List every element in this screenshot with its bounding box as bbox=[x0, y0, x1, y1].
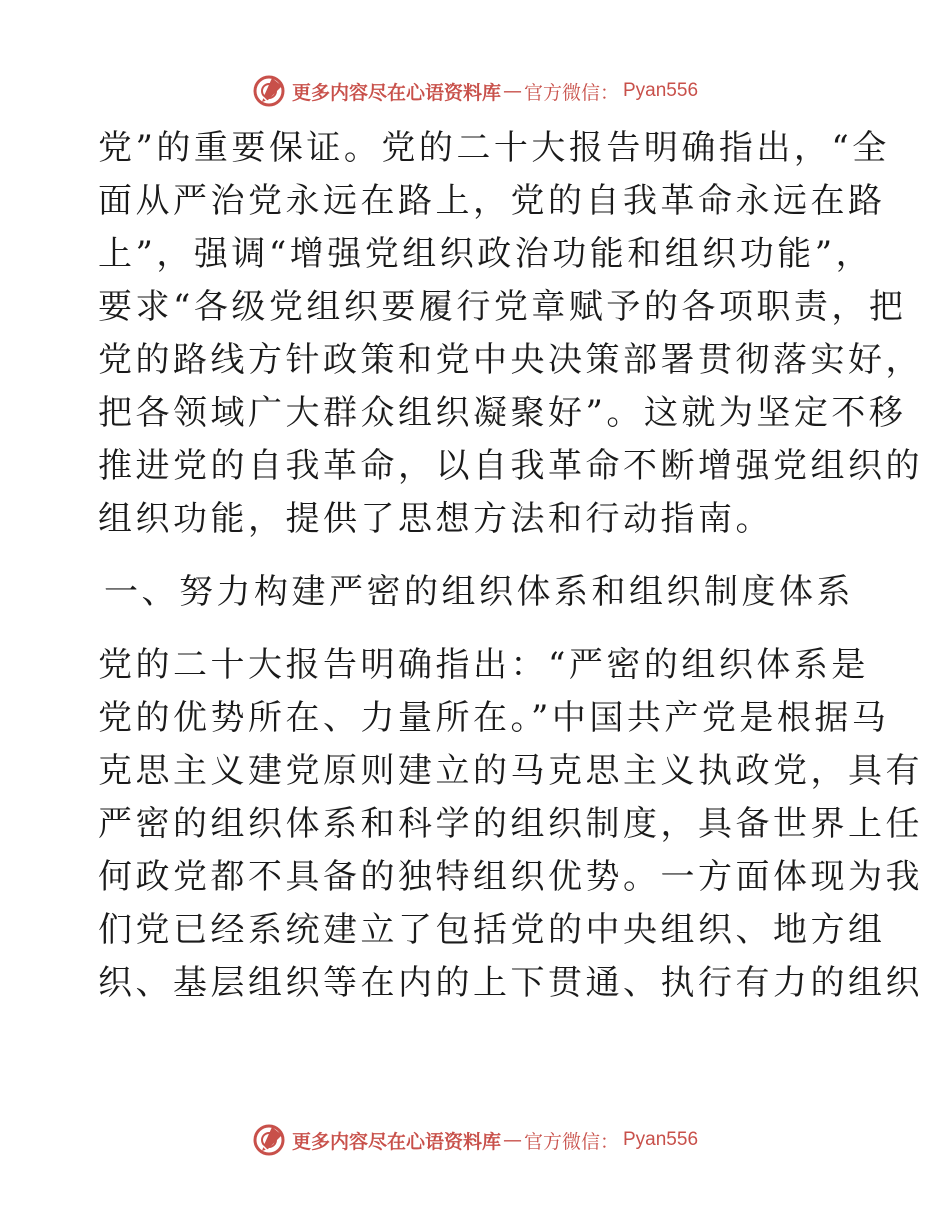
header-watermark bbox=[0, 71, 950, 111]
pen-logo-icon bbox=[252, 1123, 286, 1157]
text-line: 上”，强调“增强党组织政治功能和组织功能”， bbox=[98, 234, 874, 274]
text-line: 把各领域广大群众组织凝聚好”。这就为坚定不移 bbox=[98, 393, 907, 433]
text-line: 克思主义建党原则建立的马克思主义执政党，具有 bbox=[98, 751, 923, 791]
text-line: 党的路线方针政策和党中央决策部署贯彻落实好， bbox=[98, 340, 923, 380]
pen-logo-icon bbox=[252, 74, 286, 108]
paragraph-1 bbox=[98, 122, 923, 546]
text-line: 党的优势所在、力量所在。”中国共产党是根据马 bbox=[98, 698, 890, 738]
text-line: 党”的重要保证。党的二十大报告明确指出，“全 bbox=[98, 128, 890, 168]
text-line: 们党已经系统建立了包括党的中央组织、地方组 bbox=[98, 910, 886, 950]
text-line: 严密的组织体系和科学的组织制度，具备世界上任 bbox=[98, 804, 923, 844]
text-line: 何政党都不具备的独特组织优势。一方面体现为我 bbox=[98, 857, 923, 897]
text-line: 织、基层组织等在内的上下贯通、执行有力的组织 bbox=[98, 963, 923, 1003]
watermark-site-name: 更多内容尽在心语资料库 bbox=[291, 1130, 501, 1153]
watermark-site-name: 更多内容尽在心语资料库 bbox=[291, 81, 501, 104]
section-heading: 一、努力构建严密的组织体系和组织制度体系 bbox=[104, 572, 854, 612]
watermark-contact-label: 官方微信： bbox=[523, 81, 619, 104]
text-line: 推进党的自我革命，以自我革命不断增强党组织的 bbox=[98, 446, 923, 486]
text-line: 组织功能，提供了思想方法和行动指南。 bbox=[98, 499, 773, 539]
document-body bbox=[98, 122, 923, 1010]
watermark-contact-label: 官方微信： bbox=[523, 1130, 619, 1153]
text-line: 党的二十大报告明确指出：“严密的组织体系是 bbox=[98, 645, 869, 685]
watermark-separator: — bbox=[502, 80, 522, 102]
watermark-wechat-id: Pyan556 bbox=[623, 80, 699, 101]
paragraph-2 bbox=[98, 639, 923, 1010]
watermark-wechat-id: Pyan556 bbox=[623, 1129, 699, 1150]
footer-watermark bbox=[0, 1120, 950, 1160]
watermark-separator: — bbox=[502, 1129, 522, 1151]
text-line: 要求“各级党组织要履行党章赋予的各项职责，把 bbox=[98, 287, 907, 327]
text-line: 面从严治党永远在路上，党的自我革命永远在路 bbox=[98, 181, 886, 221]
